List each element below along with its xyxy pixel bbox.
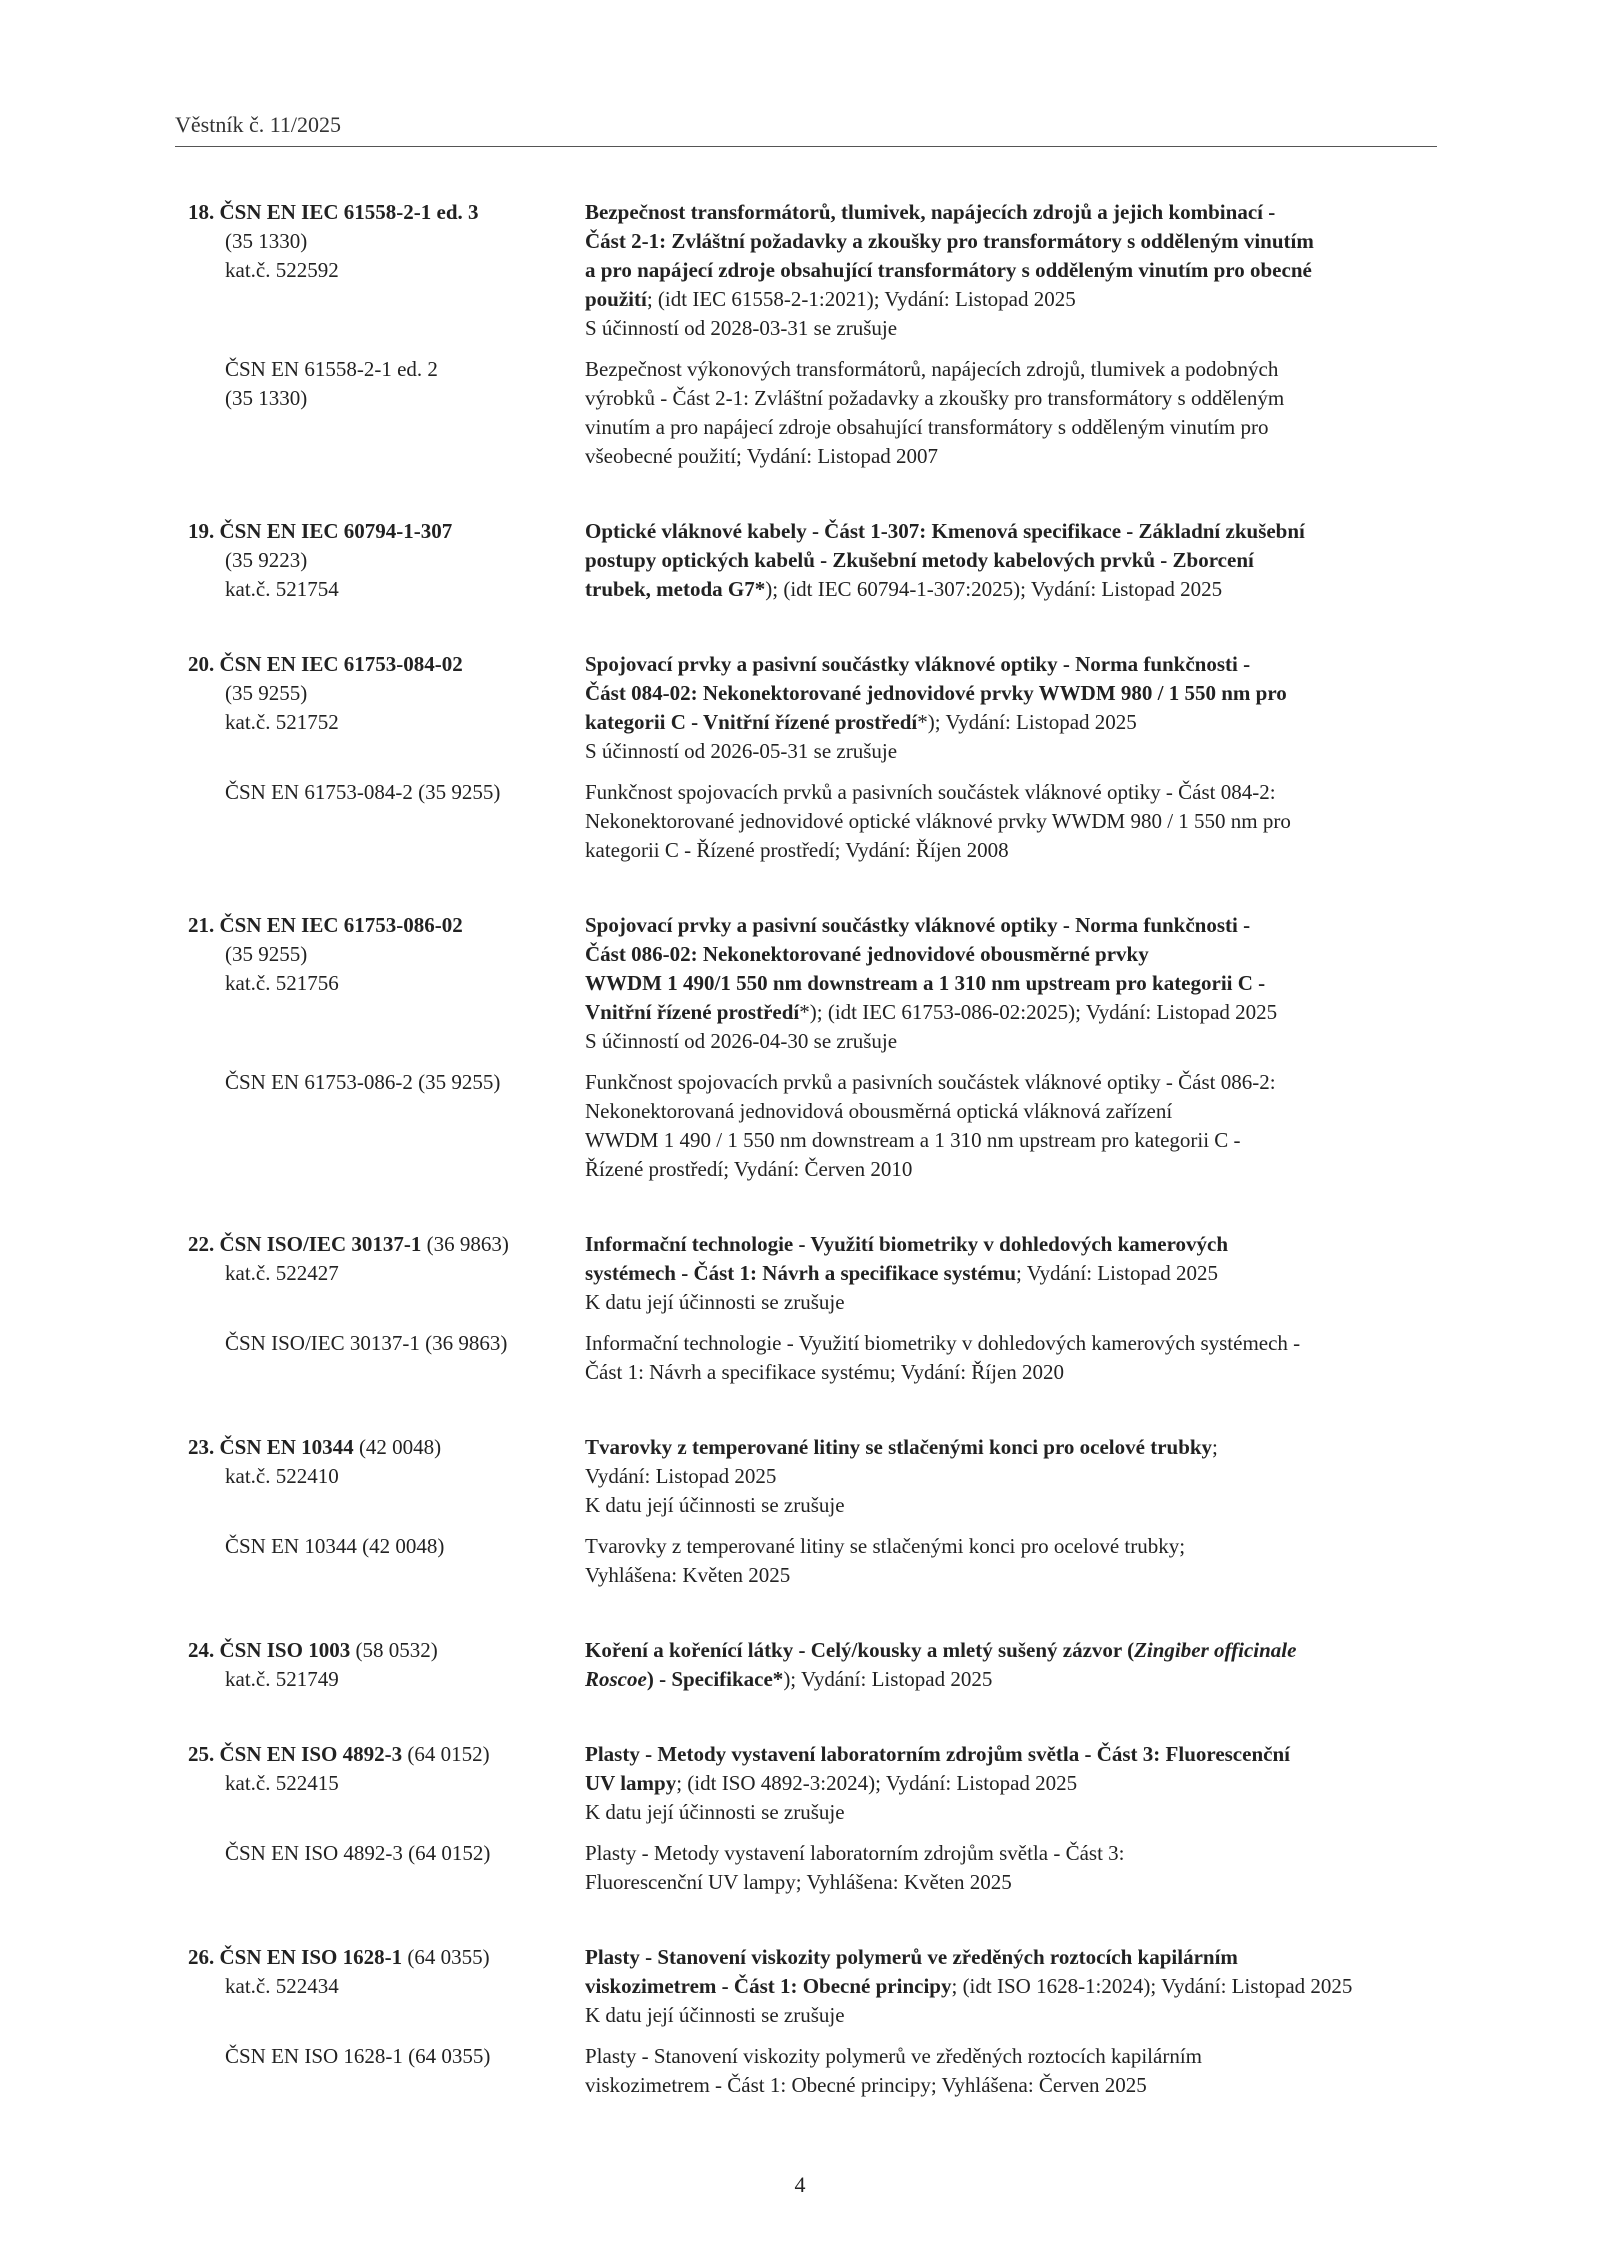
standard-designation — [188, 1433, 585, 1520]
standard-designation-line — [188, 1636, 585, 1665]
standard-title — [585, 1740, 1438, 1827]
standard-designation — [188, 355, 585, 471]
text-segment: Vydání: Listopad 2025 — [585, 1464, 777, 1488]
standard-title-line — [585, 1230, 1438, 1259]
standard-designation — [188, 1329, 585, 1387]
standard-title-line — [585, 546, 1438, 575]
text-segment: ; (idt ISO 4892-3:2024); Vydání: Listopad 2025 — [676, 1771, 1078, 1795]
text-segment: Vyhlášena: Květen 2025 — [585, 1563, 791, 1587]
standard-designation-line — [188, 256, 585, 285]
standard-title — [585, 1068, 1438, 1184]
standard-designation — [188, 1532, 585, 1590]
standard-title-line — [585, 355, 1438, 384]
text-segment: ČSN EN 61558-2-1 ed. 2 — [225, 357, 438, 381]
text-segment: ) - Specifikace* — [646, 1667, 784, 1691]
standard-title-line — [585, 1491, 1438, 1520]
standard-entry — [188, 198, 1438, 471]
standard-title-line — [585, 517, 1438, 546]
text-segment: (35 9255) — [225, 681, 308, 705]
standard-designation-line — [188, 546, 585, 575]
text-segment: Funkčnost spojovacích prvků a pasivních součástek vláknové optiky - Část 084-2: — [585, 780, 1276, 804]
standard-title — [585, 198, 1438, 343]
standard-title — [585, 778, 1438, 865]
standard-title-line — [585, 836, 1438, 865]
new-standard — [188, 1433, 1438, 1520]
text-segment: kat.č. 522434 — [225, 1974, 339, 1998]
standard-designation-line — [188, 1230, 585, 1259]
text-segment: (64 0152) — [402, 1742, 490, 1766]
standard-entry — [188, 1636, 1438, 1694]
standard-title — [585, 1433, 1438, 1520]
standard-title-line — [585, 1027, 1438, 1056]
standard-designation — [188, 1740, 585, 1827]
text-segment: ČSN EN ISO 1628-1 (64 0355) — [225, 2044, 491, 2068]
text-segment: 25. ČSN EN ISO 4892-3 — [188, 1742, 403, 1766]
standard-designation-line — [188, 1769, 585, 1798]
standard-designation-line — [188, 517, 585, 546]
replaced-standard — [188, 355, 1438, 471]
standard-entry — [188, 1230, 1438, 1387]
replaced-standard — [188, 1068, 1438, 1184]
standard-title-line — [585, 1433, 1438, 1462]
text-segment: vinutím a pro napájecí zdroje obsahující transformátory s odděleným vinutím pro — [585, 415, 1269, 439]
standard-title-line — [585, 2001, 1438, 2030]
new-standard — [188, 1230, 1438, 1317]
standard-title-line — [585, 575, 1438, 604]
standard-title-line — [585, 679, 1438, 708]
standard-designation-line — [188, 708, 585, 737]
text-segment: K datu její účinnosti se zrušuje — [585, 1493, 845, 1517]
standards-list — [188, 198, 1438, 2146]
text-segment: kategorii C - Řízené prostředí; Vydání: Říjen 2008 — [585, 838, 1009, 862]
text-segment: ČSN EN 61753-086-2 (35 9255) — [225, 1070, 501, 1094]
standard-title — [585, 1230, 1438, 1317]
text-segment: S účinností od 2028-03-31 se zrušuje — [585, 316, 898, 340]
standard-title-line — [585, 1329, 1438, 1358]
standard-title-line — [585, 1097, 1438, 1126]
standard-designation-line — [188, 650, 585, 679]
text-segment: (35 1330) — [225, 386, 308, 410]
text-segment: ; Vydání: Listopad 2025 — [1016, 1261, 1219, 1285]
standard-title-line — [585, 1155, 1438, 1184]
text-segment: Vnitřní řízené prostředí — [585, 1000, 800, 1024]
text-segment: Plasty - Stanovení viskozity polymerů ve zředěných roztocích kapilárním — [585, 2044, 1202, 2068]
standard-designation — [188, 1839, 585, 1897]
text-segment: ); Vydání: Listopad 2025 — [783, 1667, 993, 1691]
text-segment: systémech - Část 1: Návrh a specifikace systému — [585, 1261, 1017, 1285]
standard-designation — [188, 1068, 585, 1184]
standard-designation — [188, 650, 585, 766]
text-segment: 19. ČSN EN IEC 60794-1-307 — [188, 519, 453, 543]
text-segment: Nekonektorovaná jednovidová obousměrná optická vláknová zařízení — [585, 1099, 1173, 1123]
text-segment: ČSN EN ISO 4892-3 (64 0152) — [225, 1841, 491, 1865]
text-segment: Část 084-02: Nekonektorované jednovidové prvky WWDM 980 / 1 550 nm pro — [585, 681, 1287, 705]
standard-designation-line — [188, 778, 585, 807]
standard-title-line — [585, 1126, 1438, 1155]
standard-designation-line — [188, 227, 585, 256]
standard-title-line — [585, 2071, 1438, 2100]
standard-entry — [188, 650, 1438, 865]
text-segment: (35 9223) — [225, 548, 308, 572]
text-segment: Část 1: Návrh a specifikace systému; Vydání: Říjen 2020 — [585, 1360, 1065, 1384]
standard-designation-line — [188, 384, 585, 413]
standard-designation — [188, 1230, 585, 1317]
standard-title-line — [585, 1462, 1438, 1491]
page-number: 4 — [794, 2172, 806, 2197]
standard-designation-line — [188, 1943, 585, 1972]
standard-entry — [188, 911, 1438, 1184]
standard-title-line — [585, 442, 1438, 471]
new-standard — [188, 1740, 1438, 1827]
standard-entry — [188, 1943, 1438, 2100]
text-segment: Tvarovky z temperované litiny se stlačenými konci pro ocelové trubky — [585, 1435, 1213, 1459]
text-segment: kat.č. 521756 — [225, 971, 339, 995]
standard-title-line — [585, 1972, 1438, 2001]
standard-title-line — [585, 314, 1438, 343]
text-segment: 21. ČSN EN IEC 61753-086-02 — [188, 913, 463, 937]
standard-title-line — [585, 256, 1438, 285]
standard-designation-line — [188, 1839, 585, 1868]
standard-title-line — [585, 998, 1438, 1027]
text-segment: Spojovací prvky a pasivní součástky vláknové optiky - Norma funkčnosti - — [585, 913, 1251, 937]
standard-title-line — [585, 198, 1438, 227]
standard-title-line — [585, 1288, 1438, 1317]
standard-designation — [188, 778, 585, 865]
standard-designation-line — [188, 1972, 585, 2001]
standard-title-line — [585, 807, 1438, 836]
text-segment: Informační technologie - Využití biometriky v dohledových kamerových — [585, 1232, 1229, 1256]
text-segment: K datu její účinnosti se zrušuje — [585, 2003, 845, 2027]
standard-title-line — [585, 2042, 1438, 2071]
standard-title-line — [585, 1532, 1438, 1561]
text-segment: Fluorescenční UV lampy; Vyhlášena: Květen 2025 — [585, 1870, 1012, 1894]
replaced-standard — [188, 778, 1438, 865]
text-segment: 20. ČSN EN IEC 61753-084-02 — [188, 652, 463, 676]
text-segment: (64 0355) — [402, 1945, 490, 1969]
replaced-standard — [188, 1329, 1438, 1387]
text-segment: ČSN EN 10344 (42 0048) — [225, 1534, 445, 1558]
text-segment: WWDM 1 490 / 1 550 nm downstream a 1 310 nm upstream pro kategorii C - — [585, 1128, 1241, 1152]
text-segment: Plasty - Metody vystavení laboratorním zdrojům světla - Část 3: Fluorescenční — [585, 1742, 1290, 1766]
standard-title-line — [585, 1839, 1438, 1868]
standard-designation — [188, 1636, 585, 1694]
standard-title — [585, 1532, 1438, 1590]
standard-title-line — [585, 708, 1438, 737]
standard-entry — [188, 517, 1438, 604]
text-segment: kat.č. 522427 — [225, 1261, 339, 1285]
replaced-standard — [188, 2042, 1438, 2100]
standard-title — [585, 1636, 1438, 1694]
standard-title-line — [585, 285, 1438, 314]
text-segment: Optické vláknové kabely - Část 1-307: Kmenová specifikace - Základní zkušební — [585, 519, 1305, 543]
standard-title-line — [585, 650, 1438, 679]
text-segment: Plasty - Metody vystavení laboratorním zdrojům světla - Část 3: — [585, 1841, 1125, 1865]
text-segment: použití — [585, 287, 647, 311]
text-segment: *); (idt IEC 61753-086-02:2025); Vydání: Listopad 2025 — [799, 1000, 1278, 1024]
standard-designation-line — [188, 1329, 585, 1358]
new-standard — [188, 198, 1438, 343]
standard-designation-line — [188, 679, 585, 708]
standard-title-line — [585, 969, 1438, 998]
header-divider — [175, 146, 1437, 147]
standard-title — [585, 1839, 1438, 1897]
text-segment: Část 086-02: Nekonektorované jednovidové obousměrné prvky — [585, 942, 1149, 966]
text-segment: Spojovací prvky a pasivní součástky vláknové optiky - Norma funkčnosti - — [585, 652, 1251, 676]
standard-designation-line — [188, 1462, 585, 1491]
standard-designation-line — [188, 355, 585, 384]
text-segment: (35 9255) — [225, 942, 308, 966]
text-segment: kat.č. 522592 — [225, 258, 339, 282]
standard-designation-line — [188, 1068, 585, 1097]
text-segment: (58 0532) — [350, 1638, 438, 1662]
text-segment: a pro napájecí zdroje obsahující transformátory s odděleným vinutím pro obecné — [585, 258, 1312, 282]
standard-designation-line — [188, 198, 585, 227]
standard-title — [585, 517, 1438, 604]
journal-header: Věstník č. 11/2025 — [175, 112, 341, 137]
standard-designation-line — [188, 1532, 585, 1561]
text-segment: postupy optických kabelů - Zkušební metody kabelových prvků - Zborcení — [585, 548, 1254, 572]
standard-title-line — [585, 1259, 1438, 1288]
text-segment: K datu její účinnosti se zrušuje — [585, 1290, 845, 1314]
text-segment: kategorii C - Vnitřní řízené prostředí — [585, 710, 918, 734]
text-segment: kat.č. 521749 — [225, 1667, 339, 1691]
new-standard — [188, 1636, 1438, 1694]
text-segment: Bezpečnost výkonových transformátorů, napájecích zdrojů, tlumivek a podobných — [585, 357, 1279, 381]
standard-designation-line — [188, 1665, 585, 1694]
standard-title-line — [585, 1798, 1438, 1827]
replaced-standard — [188, 1532, 1438, 1590]
standard-entry — [188, 1740, 1438, 1897]
standard-designation-line — [188, 1259, 585, 1288]
standard-designation-line — [188, 575, 585, 604]
standard-designation-line — [188, 911, 585, 940]
standard-title-line — [585, 413, 1438, 442]
standard-title — [585, 1329, 1438, 1387]
text-segment: viskozimetrem - Část 1: Obecné principy; Vyhlášena: Červen 2025 — [585, 2073, 1147, 2097]
text-segment: S účinností od 2026-04-30 se zrušuje — [585, 1029, 898, 1053]
standard-title-line — [585, 1636, 1438, 1665]
new-standard — [188, 650, 1438, 766]
standard-title-line — [585, 1740, 1438, 1769]
text-segment: *); Vydání: Listopad 2025 — [917, 710, 1137, 734]
text-segment: UV lampy — [585, 1771, 677, 1795]
standard-designation-line — [188, 1433, 585, 1462]
standard-designation — [188, 1943, 585, 2030]
text-segment: viskozimetrem - Část 1: Obecné principy — [585, 1974, 952, 1998]
standard-designation — [188, 517, 585, 604]
standard-entry — [188, 1433, 1438, 1590]
text-segment: Funkčnost spojovacích prvků a pasivních součástek vláknové optiky - Část 086-2: — [585, 1070, 1276, 1094]
text-segment: Řízené prostředí; Vydání: Červen 2010 — [585, 1157, 913, 1181]
text-segment: Koření a kořenící látky - Celý/kousky a mletý sušený zázvor ( — [585, 1638, 1135, 1662]
text-segment: 22. ČSN ISO/IEC 30137-1 — [188, 1232, 422, 1256]
text-segment: ČSN ISO/IEC 30137-1 (36 9863) — [225, 1331, 508, 1355]
text-segment: 24. ČSN ISO 1003 — [188, 1638, 351, 1662]
standard-title-line — [585, 1068, 1438, 1097]
standard-title-line — [585, 1665, 1438, 1694]
text-segment: výrobků - Část 2-1: Zvláštní požadavky a zkoušky pro transformátory s odděleným — [585, 386, 1285, 410]
standard-title-line — [585, 1769, 1438, 1798]
standard-title-line — [585, 1358, 1438, 1387]
standard-designation-line — [188, 969, 585, 998]
standard-designation-line — [188, 940, 585, 969]
text-segment: Informační technologie - Využití biometriky v dohledových kamerových systémech - — [585, 1331, 1301, 1355]
text-segment: kat.č. 521754 — [225, 577, 339, 601]
text-segment: Tvarovky z temperované litiny se stlačenými konci pro ocelové trubky; — [585, 1534, 1186, 1558]
new-standard — [188, 517, 1438, 604]
standard-title-line — [585, 778, 1438, 807]
standard-title — [585, 911, 1438, 1056]
text-segment: Bezpečnost transformátorů, tlumivek, napájecích zdrojů a jejich kombinací - — [585, 200, 1276, 224]
new-standard — [188, 1943, 1438, 2030]
text-segment: S účinností od 2026-05-31 se zrušuje — [585, 739, 898, 763]
standard-title-line — [585, 911, 1438, 940]
text-segment: Plasty - Stanovení viskozity polymerů ve zředěných roztocích kapilárním — [585, 1945, 1238, 1969]
standard-title-line — [585, 384, 1438, 413]
text-segment: ; (idt IEC 61558-2-1:2021); Vydání: Listopad 2025 — [646, 287, 1076, 311]
standard-title-line — [585, 1561, 1438, 1590]
text-segment: 26. ČSN EN ISO 1628-1 — [188, 1945, 403, 1969]
text-segment: kat.č. 522415 — [225, 1771, 339, 1795]
standard-designation — [188, 198, 585, 343]
text-segment: (35 1330) — [225, 229, 308, 253]
standard-designation-line — [188, 1740, 585, 1769]
standard-designation — [188, 2042, 585, 2100]
text-segment: Zingiber officinale — [1134, 1638, 1297, 1662]
standard-title — [585, 1943, 1438, 2030]
standard-title — [585, 355, 1438, 471]
standard-title — [585, 2042, 1438, 2100]
text-segment: kat.č. 522410 — [225, 1464, 339, 1488]
standard-title-line — [585, 940, 1438, 969]
text-segment: (42 0048) — [353, 1435, 442, 1459]
text-segment: (36 9863) — [421, 1232, 509, 1256]
text-segment: WWDM 1 490/1 550 nm downstream a 1 310 nm upstream pro kategorii C - — [585, 971, 1266, 995]
replaced-standard — [188, 1839, 1438, 1897]
standard-designation — [188, 911, 585, 1056]
standard-title — [585, 650, 1438, 766]
text-segment: ; (idt ISO 1628-1:2024); Vydání: Listopad 2025 — [951, 1974, 1353, 1998]
standard-title-line — [585, 1868, 1438, 1897]
text-segment: všeobecné použití; Vydání: Listopad 2007 — [585, 444, 939, 468]
text-segment: Část 2-1: Zvláštní požadavky a zkoušky pro transformátory s odděleným vinutím — [585, 229, 1314, 253]
text-segment: ; — [1212, 1435, 1218, 1459]
text-segment: ); (idt IEC 60794-1-307:2025); Vydání: Listopad 2025 — [765, 577, 1223, 601]
text-segment: trubek, metoda G7* — [585, 577, 766, 601]
standard-title-line — [585, 227, 1438, 256]
text-segment: 23. ČSN EN 10344 — [188, 1435, 354, 1459]
new-standard — [188, 911, 1438, 1056]
text-segment: kat.č. 521752 — [225, 710, 339, 734]
text-segment: 18. ČSN EN IEC 61558-2-1 ed. 3 — [188, 200, 479, 224]
text-segment: K datu její účinnosti se zrušuje — [585, 1800, 845, 1824]
text-segment: Roscoe — [585, 1667, 647, 1691]
text-segment: ČSN EN 61753-084-2 (35 9255) — [225, 780, 501, 804]
text-segment: Nekonektorované jednovidové optické vláknové prvky WWDM 980 / 1 550 nm pro — [585, 809, 1291, 833]
standard-title-line — [585, 1943, 1438, 1972]
standard-designation-line — [188, 2042, 585, 2071]
standard-title-line — [585, 737, 1438, 766]
